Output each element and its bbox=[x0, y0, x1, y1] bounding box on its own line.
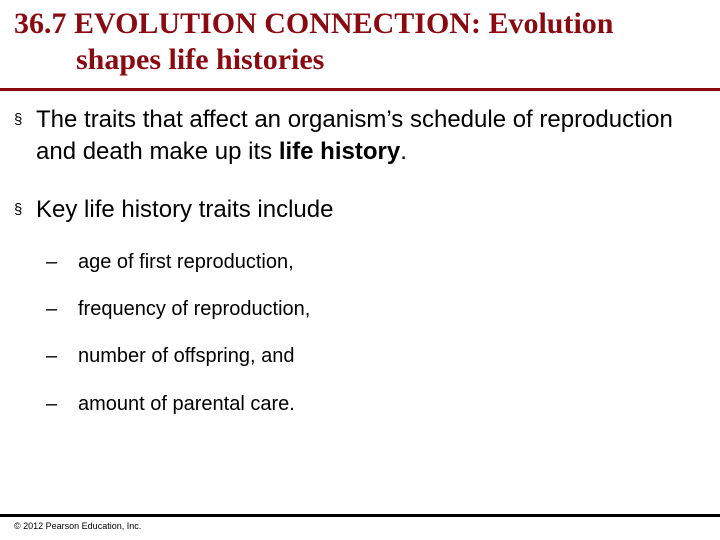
sub-bullet-age-of-first-reproduction bbox=[46, 249, 686, 275]
slide-title-line-2: shapes life histories bbox=[76, 43, 325, 76]
dash-icon: – bbox=[46, 298, 58, 320]
square-bullet-icon: § bbox=[14, 201, 23, 218]
sub-bullet-text: amount of parental care. bbox=[78, 393, 295, 415]
slide-title-line-1: 36.7 EVOLUTION CONNECTION: Evolution bbox=[14, 7, 614, 40]
sub-bullet-text: age of first reproduction, bbox=[78, 251, 294, 273]
dash-icon: – bbox=[46, 345, 58, 367]
slide-title bbox=[14, 6, 714, 78]
square-bullet-icon: § bbox=[14, 111, 23, 128]
sub-bullet-text: number of offspring, and bbox=[78, 345, 295, 367]
bullet-text bbox=[14, 104, 704, 168]
bullet-text-start: The traits that affect an organism’s schedule of reproduction and death make up its bbox=[36, 106, 673, 165]
copyright-notice: © 2012 Pearson Education, Inc. bbox=[14, 521, 142, 531]
bullet-life-history-definition bbox=[14, 104, 704, 168]
bullet-emphasis-term: life history bbox=[278, 138, 401, 165]
dash-icon: – bbox=[46, 251, 58, 273]
bullet-text-end: . bbox=[400, 138, 407, 165]
sub-bullet-number-of-offspring bbox=[46, 343, 686, 369]
footer-divider bbox=[0, 514, 720, 517]
bullet-key-traits bbox=[14, 194, 704, 226]
sub-bullet-text: frequency of reproduction, bbox=[78, 298, 311, 320]
bullet-text: Key life history traits include bbox=[36, 196, 334, 223]
dash-icon: – bbox=[46, 393, 58, 415]
title-divider bbox=[0, 88, 720, 91]
sub-bullet-parental-care bbox=[46, 391, 686, 417]
sub-bullet-frequency-of-reproduction bbox=[46, 296, 686, 322]
